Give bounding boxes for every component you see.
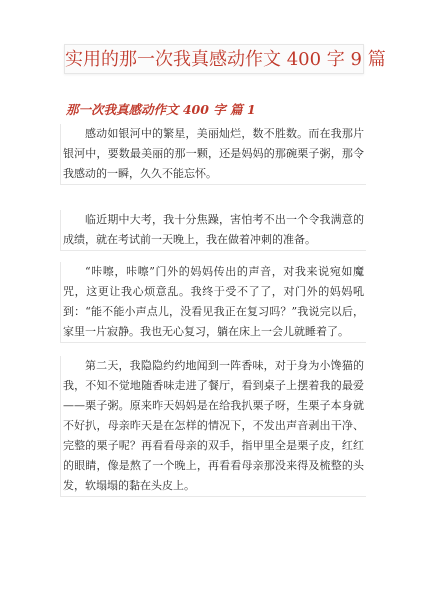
document-title: 实用的那一次我真感动作文 400 字 9 篇 bbox=[65, 49, 386, 70]
title-box bbox=[64, 44, 386, 74]
paragraph-4: 第二天，我隐隐约约地闻到一阵香味，对于身为小馋猫的我，不知不觉地随香味走进了餐厅，看到桌子上摆着我的最爱——栗子粥。原来昨天妈妈是在给我扒栗子呀，生栗子本身就不好扒，母亲昨天是在怎样的情况下，不发出声音剥出干净、完整的栗子呢？再看看母亲的双手，指甲里全是栗子皮，红红的眼睛，像是熬了一个晚上，再看看母亲那没来得及梳整的头发，软塌塌的黏在头皮上。 bbox=[60, 356, 366, 497]
paragraph-3: “咔嚓，咔嚓”门外的妈妈传出的声音，对我来说宛如魔咒，这更让我心烦意乱。我终于受不了了，对门外的妈妈吼到：“能不能小声点儿，没看见我正在复习吗？”我说完以后，家里一片寂静。我也无心复习，躺在床上一会儿就睡着了。 bbox=[60, 262, 366, 343]
section-subtitle: 那一次我真感动作文 400 字 篇 1 bbox=[66, 102, 256, 117]
paragraph-2: 临近期中大考，我十分焦躁，害怕考不出一个令我满意的成绩，就在考试前一天晚上，我在做着冲刺的准备。 bbox=[60, 210, 366, 251]
paragraph-1: 感动如银河中的繁星，美丽灿烂，数不胜数。而在我那片银河中，要数最美丽的那一颗，还是妈妈的那碗栗子粥，那令我感动的一瞬，久久不能忘怀。 bbox=[60, 124, 366, 185]
